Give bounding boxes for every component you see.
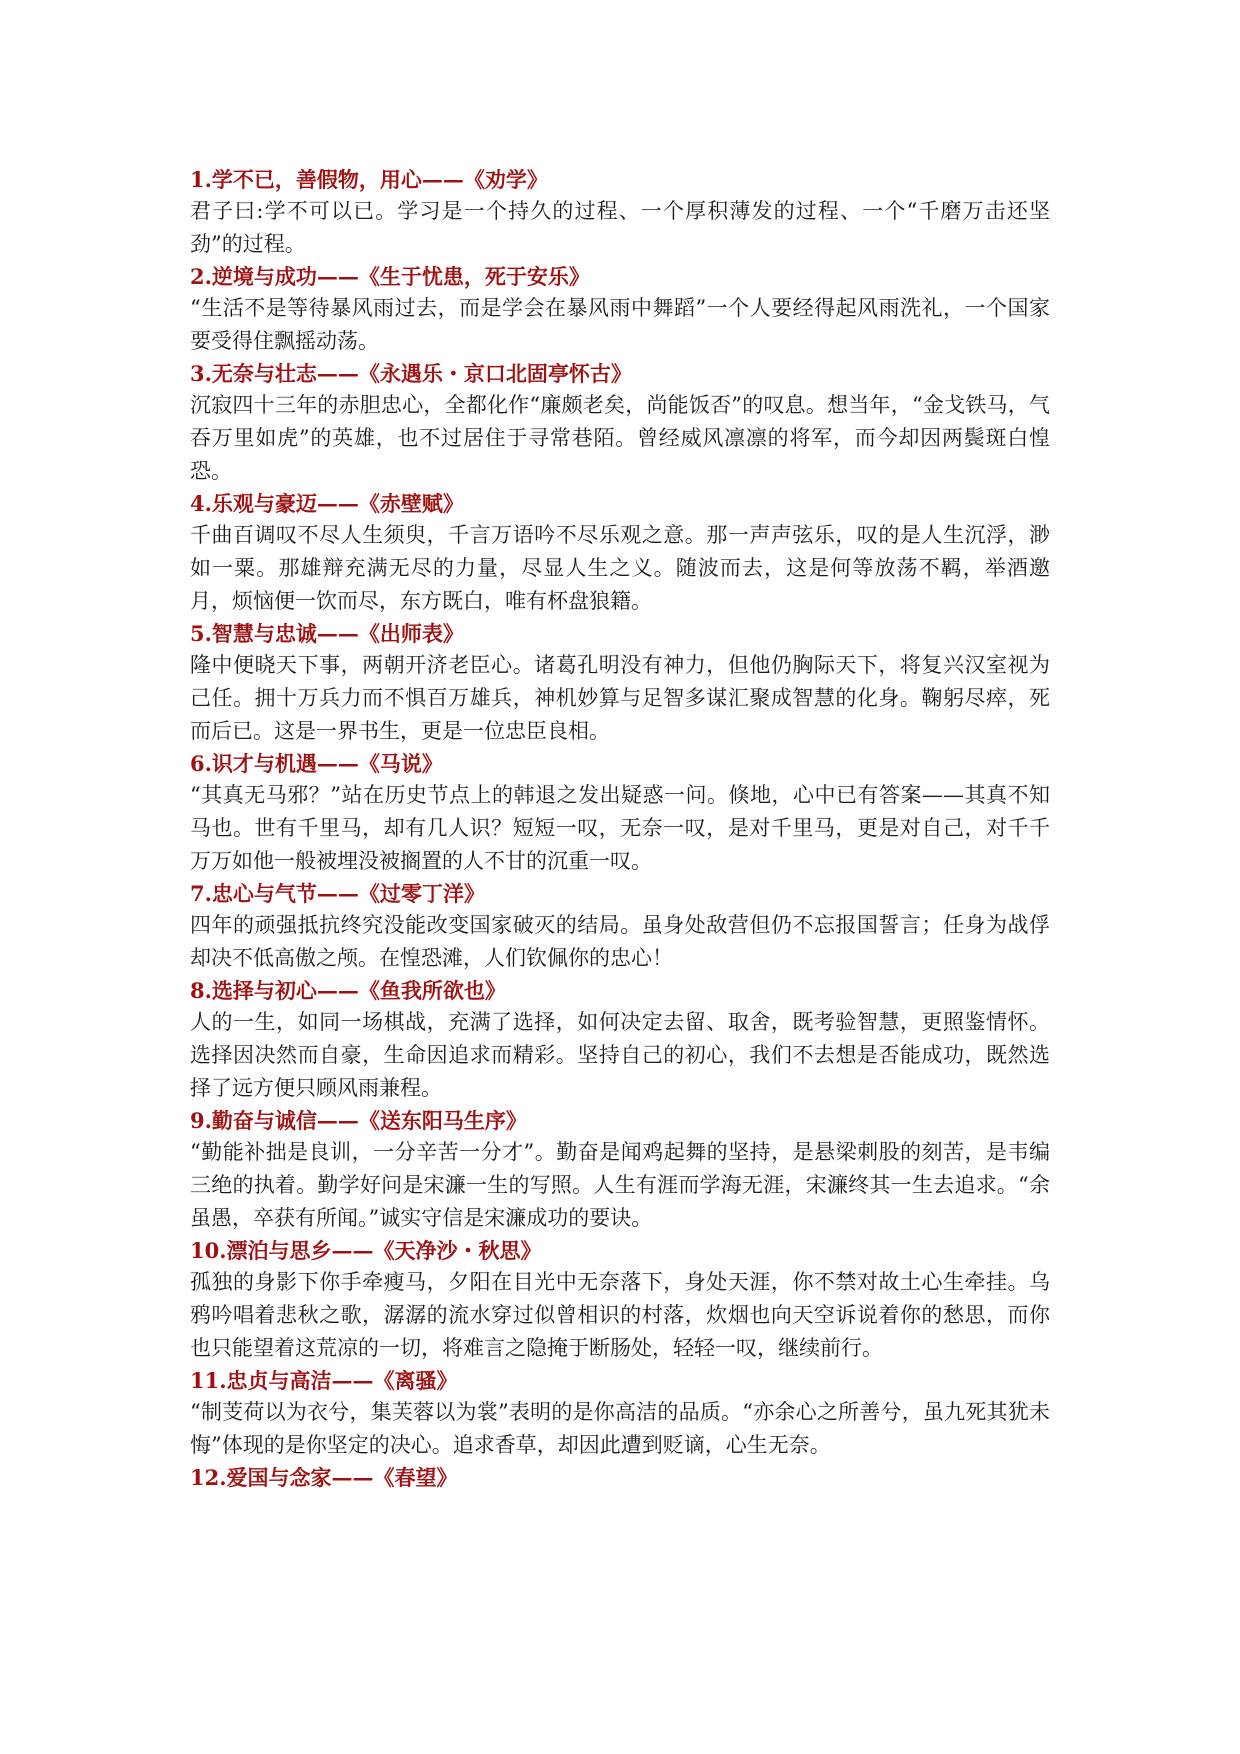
entry-12	[190, 1462, 1050, 1493]
entry-3	[190, 358, 1050, 488]
entry-7	[190, 878, 1050, 975]
entry-body: 君子曰:学不可以已。学习是一个持久的过程、一个厚积薄发的过程、一个“千磨万击还坚劲”的过程。	[190, 199, 1050, 256]
entry-2	[190, 261, 1050, 358]
entry-heading: 8.选择与初心——《鱼我所欲也》	[190, 978, 506, 1003]
entry-1	[190, 164, 1050, 261]
entry-8	[190, 975, 1050, 1105]
entry-11	[190, 1365, 1050, 1462]
entry-body: “制芰荷以为衣兮，集芙蓉以为裳”表明的是你高洁的品质。“亦余心之所善兮，虽九死其犹未悔”体现的是你坚定的决心。追求香草，却因此遭到贬谪，心生无奈。	[190, 1400, 1050, 1457]
entry-heading: 12.爱国与念家——《春望》	[190, 1465, 458, 1490]
entry-body: “勤能补拙是良训，一分辛苦一分才”。勤奋是闻鸡起舞的坚持，是悬梁刺股的刻苦，是韦编三绝的执着。勤学好问是宋濂一生的写照。人生有涯而学海无涯，宋濂终其一生去追求。“余虽愚，卒获有所闻。”诚实守信是宋濂成功的要诀。	[190, 1140, 1050, 1230]
entry-5	[190, 618, 1050, 748]
entry-body: 人的一生，如同一场棋战，充满了选择，如何决定去留、取舍，既考验智慧，更照鉴情怀。选择因决然而自豪，生命因追求而精彩。坚持自己的初心，我们不去想是否能成功，既然选择了远方便只顾风雨兼程。	[190, 1010, 1050, 1100]
entry-body: 隆中便晓天下事，两朝开济老臣心。诸葛孔明没有神力，但他仍胸际天下，将复兴汉室视为己任。拥十万兵力而不惧百万雄兵，神机妙算与足智多谋汇聚成智慧的化身。鞠躬尽瘁，死而后已。这是一界书生，更是一位忠臣良相。	[190, 653, 1050, 743]
entry-heading: 6.识才与机遇——《马说》	[190, 751, 443, 776]
entry-heading: 4.乐观与豪迈——《赤壁赋》	[190, 491, 464, 516]
entry-heading: 2.逆境与成功——《生于忧患，死于安乐》	[190, 264, 590, 289]
entry-heading: 10.漂泊与思乡——《天净沙・秋思》	[190, 1238, 542, 1263]
entry-body: “生活不是等待暴风雨过去，而是学会在暴风雨中舞蹈”一个人要经得起风雨洗礼，一个国家要受得住飘摇动荡。	[190, 296, 1050, 353]
entry-body: 沉寂四十三年的赤胆忠心，全都化作“廉颇老矣，尚能饭否”的叹息。想当年，“金戈铁马，气吞万里如虎”的英雄，也不过居住于寻常巷陌。曾经威风凛凛的将军，而今却因两鬓斑白惶恐。	[190, 393, 1050, 483]
entry-heading: 1.学不已，善假物，用心——《劝学》	[190, 167, 548, 192]
document-page	[190, 164, 1050, 1493]
entry-heading: 7.忠心与气节——《过零丁洋》	[190, 881, 485, 906]
entry-4	[190, 488, 1050, 618]
entry-heading: 5.智慧与忠诚——《出师表》	[190, 621, 464, 646]
entry-heading: 9.勤奋与诚信——《送东阳马生序》	[190, 1108, 527, 1133]
entry-10	[190, 1235, 1050, 1365]
entry-body: 四年的顽强抵抗终究没能改变国家破灭的结局。虽身处敌营但仍不忘报国誓言；任身为战俘却决不低高傲之颅。在惶恐滩，人们钦佩你的忠心！	[190, 913, 1050, 970]
entry-6	[190, 748, 1050, 878]
entry-9	[190, 1105, 1050, 1235]
entry-heading: 11.忠贞与高洁——《离骚》	[190, 1368, 458, 1393]
entry-heading: 3.无奈与壮志——《永遇乐・京口北固亭怀古》	[190, 361, 632, 386]
entry-body: “其真无马邪？”站在历史节点上的韩退之发出疑惑一问。倏地，心中已有答案——其真不知马也。世有千里马，却有几人识？短短一叹，无奈一叹，是对千里马，更是对自己，对千千万万如他一般被埋没被搁置的人不甘的沉重一叹。	[190, 783, 1050, 873]
entry-body: 千曲百调叹不尽人生须臾，千言万语吟不尽乐观之意。那一声声弦乐，叹的是人生沉浮，渺如一粟。那雄辩充满无尽的力量，尽显人生之义。随波而去，这是何等放荡不羁，举酒邀月，烦恼便一饮而尽，东方既白，唯有杯盘狼籍。	[190, 523, 1050, 613]
entry-body: 孤独的身影下你手牵瘦马，夕阳在目光中无奈落下，身处天涯，你不禁对故土心生牵挂。乌鸦吟唱着悲秋之歌，潺潺的流水穿过似曾相识的村落，炊烟也向天空诉说着你的愁思，而你也只能望着这荒凉的一切，将难言之隐掩于断肠处，轻轻一叹，继续前行。	[190, 1270, 1050, 1360]
